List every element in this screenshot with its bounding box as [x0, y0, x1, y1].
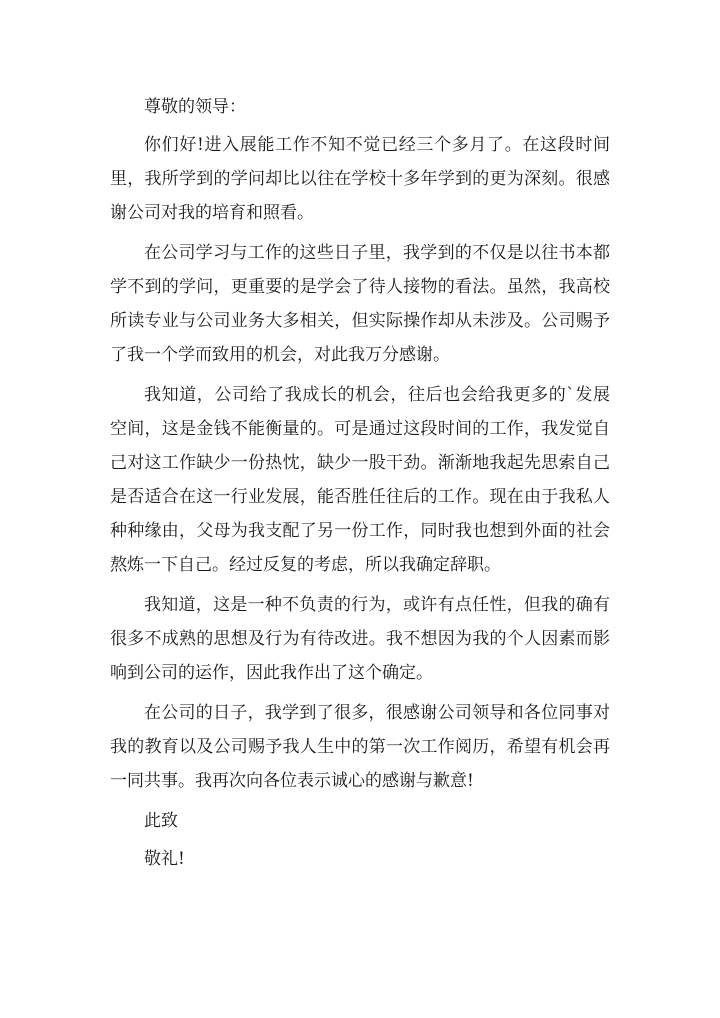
letter-closing-salute: 敬礼! — [144, 849, 185, 869]
letter-salutation: 尊敬的领导： — [144, 97, 246, 117]
letter-closing-greeting: 此致 — [144, 811, 178, 831]
resignation-letter — [110, 90, 610, 876]
letter-paragraph-5: 在公司的日子，我学到了很多，很感谢公司领导和各位同事对我的教育以及公司赐予我人生中的第一次工作阅历，希望有机会再一同共事。我再次向各位表示诚心的感谢与歉意! — [110, 703, 610, 791]
letter-paragraph-1: 你们好!进入展能工作不知不觉已经三个多月了。在这段时间里，我所学到的学问却比以往在学校十多年学到的更为深刻。很感谢公司对我的培育和照看。 — [110, 135, 610, 223]
letter-paragraph-4: 我知道，这是一种不负责的行为，或许有点任性，但我的确有很多不成熟的思想及行为有待改进。我不想因为我的个人因素而影响到公司的运作，因此我作出了这个确定。 — [110, 595, 610, 683]
letter-paragraph-2: 在公司学习与工作的这些日子里，我学到的不仅是以往书本都学不到的学问，更重要的是学会了待人接物的看法。虽然，我高校所读专业与公司业务大多相关，但实际操作却从未涉及。公司赐予了我一个学而致用的机会，对此我万分感谢。 — [110, 243, 610, 365]
letter-paragraph-3: 我知道，公司给了我成长的机会，往后也会给我更多的`发展空间，这是金钱不能衡量的。可是通过这段时间的工作，我发觉自己对这工作缺少一份热忱，缺少一股干劲。渐渐地我起先思索自己是否适合在这一行业发展，能否胜任往后的工作。现在由于我私人种种缘由，父母为我支配了另一份工作，同时我也想到外面的社会熬炼一下自己。经过反复的考虑，所以我确定辞职。 — [110, 385, 610, 575]
